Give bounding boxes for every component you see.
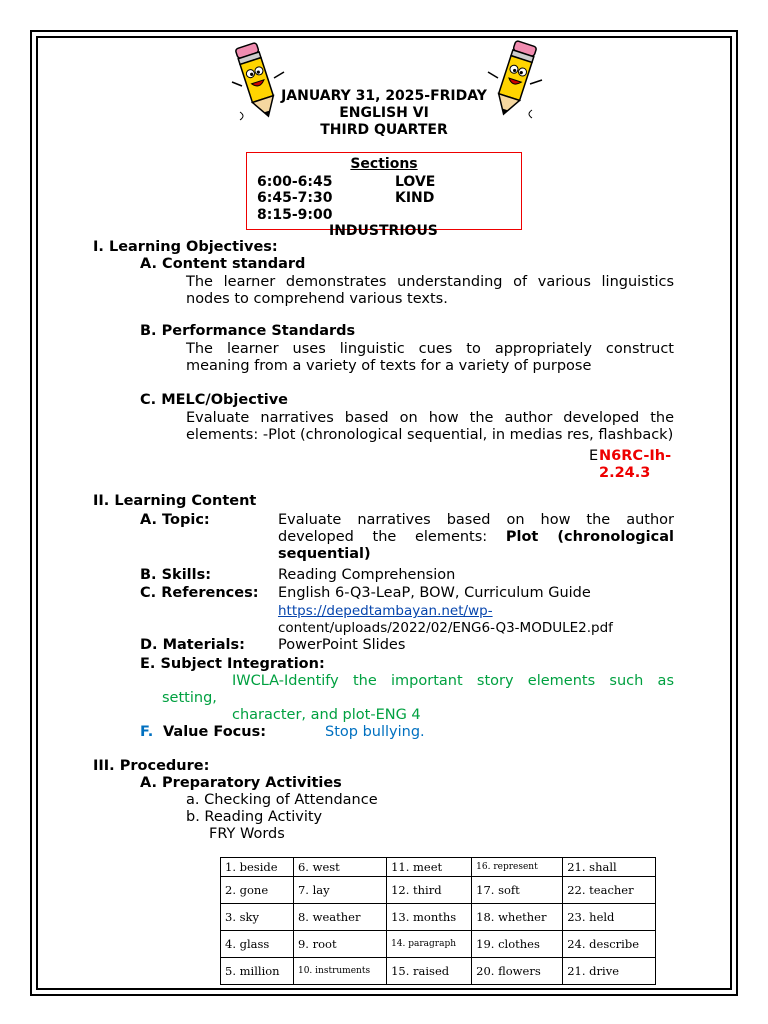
topic-label: A. Topic: xyxy=(140,512,210,528)
table-cell: 18. whether xyxy=(472,904,563,931)
integration-text-line1: IWCLA-Identify the important story elements such as xyxy=(232,673,674,689)
section-name: LOVE xyxy=(395,174,436,190)
sections-box xyxy=(246,152,522,239)
table-cell: 10. instruments xyxy=(293,958,386,985)
performance-standards-label: B. Performance Standards xyxy=(140,323,356,339)
table-row xyxy=(221,877,656,904)
table-cell: 1. beside xyxy=(221,858,294,877)
melc-label: C. MELC/Objective xyxy=(140,392,289,408)
materials-label: D. Materials: xyxy=(140,637,245,653)
value-letter: F. xyxy=(140,724,154,740)
table-cell: 24. describe xyxy=(563,931,656,958)
header-quarter: THIRD QUARTER xyxy=(320,122,448,138)
content-heading: II. Learning Content xyxy=(93,493,257,509)
references-link-continued: content/uploads/2022/02/ENG6-Q3-MODULE2.pdf xyxy=(278,620,613,636)
procedure-item: b. Reading Activity xyxy=(186,809,323,825)
references-text: English 6-Q3-LeaP, BOW, Curriculum Guide xyxy=(278,585,591,601)
table-cell: 6. west xyxy=(293,858,386,877)
melc-code-prefix: E xyxy=(589,448,599,464)
table-cell: 5. million xyxy=(221,958,294,985)
table-cell: 4. glass xyxy=(221,931,294,958)
fry-label: FRY Words xyxy=(209,826,285,842)
table-cell: 12. third xyxy=(387,877,472,904)
table-row xyxy=(221,958,656,985)
table-cell: 8. weather xyxy=(293,904,386,931)
procedure-item: a. Checking of Attendance xyxy=(186,792,378,808)
table-cell: 13. months xyxy=(387,904,472,931)
table-cell: 21. shall xyxy=(563,858,656,877)
table-cell: 22. teacher xyxy=(563,877,656,904)
table-cell: 19. clothes xyxy=(472,931,563,958)
table-cell: 2. gone xyxy=(221,877,294,904)
table-row xyxy=(221,931,656,958)
table-row xyxy=(221,858,656,877)
references-label: C. References: xyxy=(140,585,259,601)
table-cell: 14. paragraph xyxy=(387,931,472,958)
section-time: 6:45-7:30 xyxy=(257,190,333,206)
topic-text: Evaluate narratives based on how the author developed the elements: Plot (chronological sequential) xyxy=(278,512,674,562)
table-cell: 11. meet xyxy=(387,858,472,877)
header-date: JANUARY 31, 2025-FRIDAY xyxy=(281,88,487,104)
sections-title: Sections xyxy=(350,156,418,172)
objectives-heading: I. Learning Objectives: xyxy=(93,239,278,255)
table-cell: 16. represent xyxy=(472,858,563,877)
table-cell: 20. flowers xyxy=(472,958,563,985)
materials-text: PowerPoint Slides xyxy=(278,637,406,653)
integration-text-line2: setting, xyxy=(162,690,217,706)
integration-label: E. Subject Integration: xyxy=(140,656,325,672)
section-time: 8:15-9:00 xyxy=(257,207,333,223)
topic-bold: Plot (chronological sequential) xyxy=(278,529,674,562)
melc-text: Evaluate narratives based on how the author developed the elements: -Plot (chronological sequential, in medias res, flashback) xyxy=(186,410,674,443)
table-cell: 7. lay xyxy=(293,877,386,904)
references-link[interactable]: https://depedtambayan.net/wp- xyxy=(278,603,493,619)
skills-text: Reading Comprehension xyxy=(278,567,456,583)
table-row xyxy=(221,904,656,931)
section-name: KIND xyxy=(395,190,435,206)
table-cell: 17. soft xyxy=(472,877,563,904)
fry-words-table xyxy=(220,857,656,985)
table-cell: 9. root xyxy=(293,931,386,958)
procedure-heading: III. Procedure: xyxy=(93,758,210,774)
header-subject: ENGLISH VI xyxy=(339,105,429,121)
preparatory-label: A. Preparatory Activities xyxy=(140,775,342,791)
content-standard-text: The learner demonstrates understanding of various linguistics nodes to comprehend various texts. xyxy=(186,274,674,307)
section-time: 6:00-6:45 xyxy=(257,174,333,190)
table-cell: 15. raised xyxy=(387,958,472,985)
integration-text-line3: character, and plot-ENG 4 xyxy=(232,707,421,723)
melc-code: N6RC-Ih-2.24.3 xyxy=(599,448,672,481)
skills-label: B. Skills: xyxy=(140,567,212,583)
value-label: Value Focus: xyxy=(163,724,267,740)
section-name: INDUSTRIOUS xyxy=(329,223,438,239)
value-text: Stop bullying. xyxy=(325,724,425,740)
content-standard-label: A. Content standard xyxy=(140,256,306,272)
performance-standards-text: The learner uses linguistic cues to appropriately construct meaning from a variety of texts for a variety of purpose xyxy=(186,341,674,374)
table-cell: 3. sky xyxy=(221,904,294,931)
table-cell: 21. drive xyxy=(563,958,656,985)
table-cell: 23. held xyxy=(563,904,656,931)
